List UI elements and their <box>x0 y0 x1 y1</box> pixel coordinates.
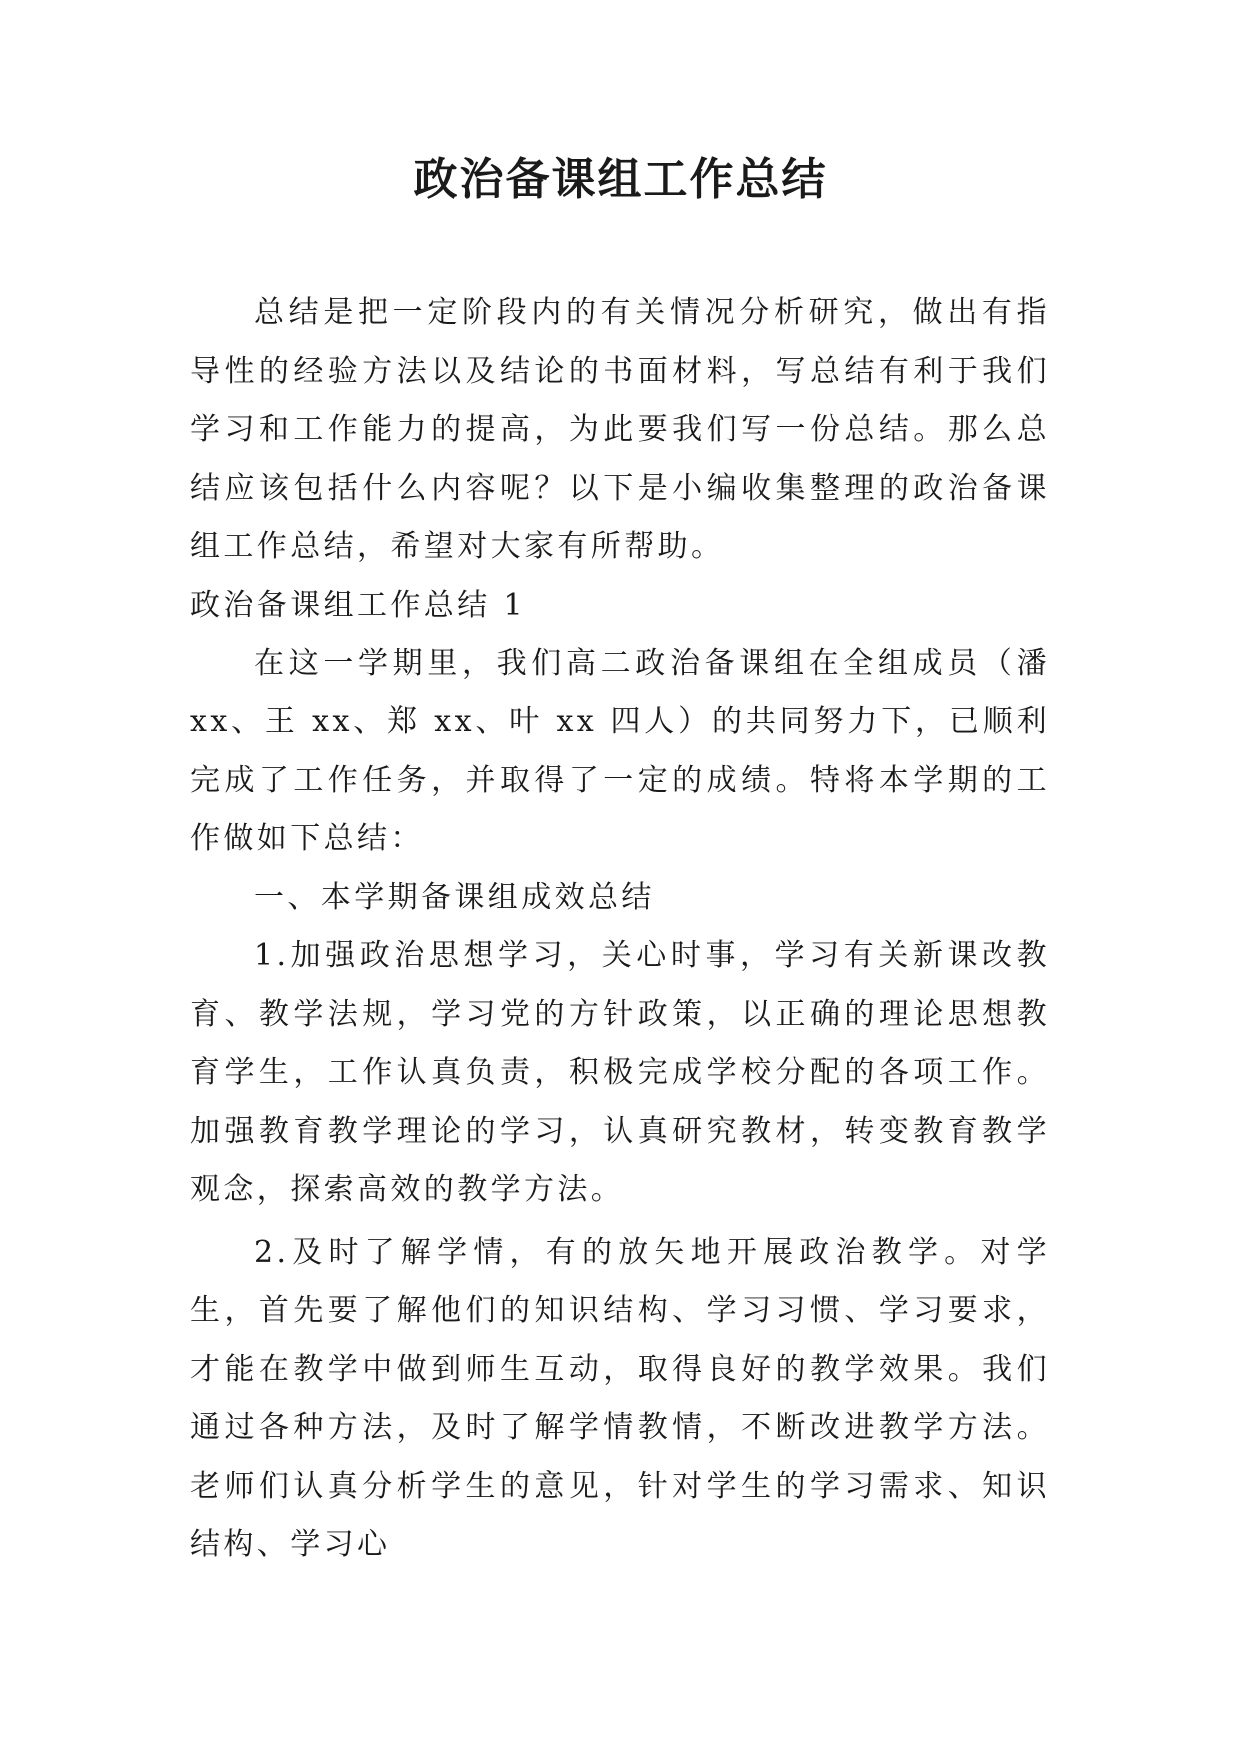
section-title: 政治备课组工作总结 1 <box>190 587 527 623</box>
body-paragraph: 1.加强政治思想学习，关心时事，学习有关新课改教育、教学法规，学习党的方针政策，以正确的理论思想教育学生，工作认真负责，积极完成学校分配的各项工作。加强教育教学理论的学习，认真研究教材，转变教育教学观念，探索高效的教学方法。 <box>190 938 1050 1207</box>
body-paragraph: 在这一学期里，我们高二政治备课组在全组成员（潘 xx、王 xx、郑 xx、叶 xx 四人）的共同努力下，已顺利完成了工作任务，并取得了一定的成绩。特将本学期的工作做如下总结： <box>190 645 1050 856</box>
document-body <box>190 284 1050 1575</box>
body-paragraph: 2.及时了解学情，有的放矢地开展政治教学。对学生，首先要了解他们的知识结构、学习习惯、学习要求，才能在教学中做到师生互动，取得良好的教学效果。我们通过各种方法，及时了解学情教情，不断改进教学方法。老师们认真分析学生的意见，针对学生的学习需求、知识结构、学习心 <box>190 1234 1050 1562</box>
document-title: 政治备课组工作总结 <box>413 154 828 205</box>
intro-paragraph: 总结是把一定阶段内的有关情况分析研究，做出有指导性的经验方法以及结论的书面材料，写总结有利于我们学习和工作能力的提高，为此要我们写一份总结。那么总结应该包括什么内容呢？以下是小编收集整理的政治备课组工作总结，希望对大家有所帮助。 <box>190 295 1050 564</box>
section-heading: 一、本学期备课组成效总结 <box>254 879 655 915</box>
